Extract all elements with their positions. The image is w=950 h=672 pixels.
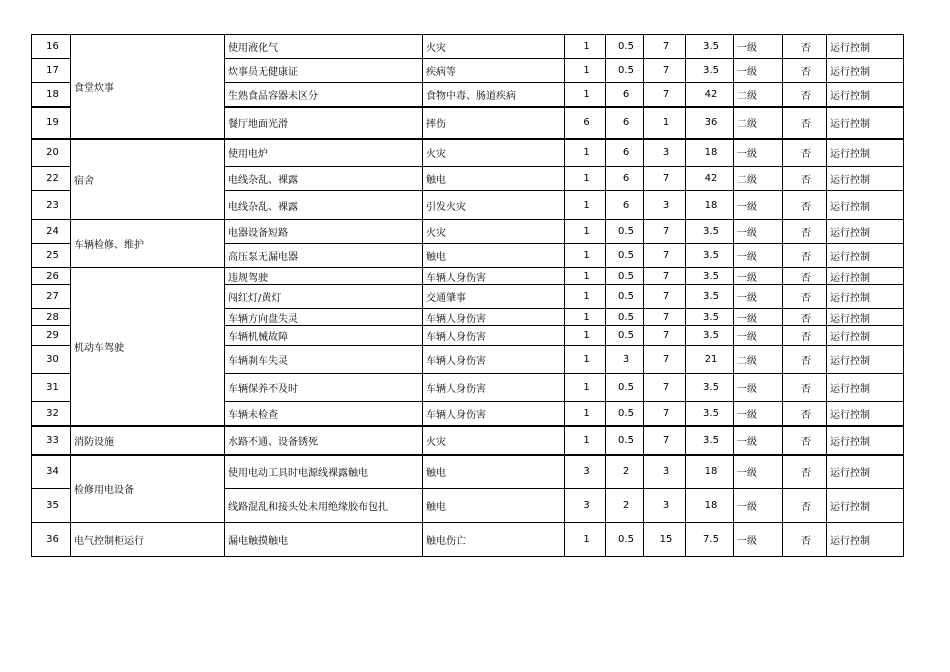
- table-row: [32, 35, 904, 59]
- consequence-cell: 7: [644, 268, 686, 285]
- accident-cell: 车辆人身伤害: [423, 326, 565, 346]
- risk-score-cell: 3.5: [686, 374, 734, 402]
- row-number: 24: [32, 220, 71, 244]
- consequence-cell: 7: [644, 309, 686, 326]
- control-measure-cell: 运行控制: [827, 374, 904, 402]
- risk-level-cell: 一级: [734, 268, 783, 285]
- table-row: [32, 426, 904, 455]
- exposure-cell: 0.5: [606, 326, 644, 346]
- major-risk-cell: 否: [783, 220, 827, 244]
- risk-score-cell: 7.5: [686, 523, 734, 557]
- risk-level-cell: 二级: [734, 346, 783, 374]
- consequence-cell: 7: [644, 285, 686, 309]
- category-cell: 检修用电设备: [71, 455, 225, 523]
- accident-cell: 车辆人身伤害: [423, 402, 565, 426]
- row-number: 27: [32, 285, 71, 309]
- risk-score-cell: 3.5: [686, 309, 734, 326]
- accident-cell: 触电: [423, 244, 565, 268]
- consequence-cell: 3: [644, 191, 686, 220]
- category-cell: 机动车驾驶: [71, 268, 225, 426]
- control-measure-cell: 运行控制: [827, 326, 904, 346]
- risk-score-cell: 18: [686, 191, 734, 220]
- risk-score-cell: 18: [686, 139, 734, 167]
- major-risk-cell: 否: [783, 59, 827, 83]
- hazard-cell: 生熟食品容器未区分: [225, 83, 423, 107]
- risk-level-cell: 一级: [734, 220, 783, 244]
- exposure-cell: 0.5: [606, 402, 644, 426]
- risk-level-cell: 一级: [734, 523, 783, 557]
- likelihood-cell: 1: [565, 244, 606, 268]
- major-risk-cell: 否: [783, 402, 827, 426]
- hazard-cell: 线路混乱和接头处未用绝缘胶布包扎: [225, 489, 423, 523]
- likelihood-cell: 1: [565, 523, 606, 557]
- exposure-cell: 0.5: [606, 268, 644, 285]
- accident-cell: 触电: [423, 489, 565, 523]
- accident-cell: 触电: [423, 167, 565, 191]
- table-row: [32, 455, 904, 489]
- category-cell: 电气控制柜运行: [71, 523, 225, 557]
- consequence-cell: 7: [644, 83, 686, 107]
- row-number: 17: [32, 59, 71, 83]
- exposure-cell: 6: [606, 167, 644, 191]
- accident-cell: 火灾: [423, 220, 565, 244]
- control-measure-cell: 运行控制: [827, 346, 904, 374]
- major-risk-cell: 否: [783, 374, 827, 402]
- major-risk-cell: 否: [783, 139, 827, 167]
- likelihood-cell: 1: [565, 426, 606, 455]
- control-measure-cell: 运行控制: [827, 426, 904, 455]
- risk-assessment-table: [31, 34, 904, 557]
- risk-score-cell: 42: [686, 83, 734, 107]
- consequence-cell: 7: [644, 346, 686, 374]
- hazard-cell: 使用液化气: [225, 35, 423, 59]
- likelihood-cell: 6: [565, 107, 606, 139]
- control-measure-cell: 运行控制: [827, 285, 904, 309]
- consequence-cell: 7: [644, 220, 686, 244]
- exposure-cell: 6: [606, 83, 644, 107]
- major-risk-cell: 否: [783, 426, 827, 455]
- hazard-cell: 车辆未检查: [225, 402, 423, 426]
- table-row: [32, 268, 904, 285]
- risk-score-cell: 21: [686, 346, 734, 374]
- risk-level-cell: 一级: [734, 139, 783, 167]
- row-number: 34: [32, 455, 71, 489]
- hazard-cell: 电器设备短路: [225, 220, 423, 244]
- risk-level-cell: 一级: [734, 455, 783, 489]
- category-cell: 宿舍: [71, 139, 225, 220]
- risk-level-cell: 一级: [734, 489, 783, 523]
- likelihood-cell: 1: [565, 191, 606, 220]
- risk-score-cell: 36: [686, 107, 734, 139]
- accident-cell: 车辆人身伤害: [423, 309, 565, 326]
- risk-score-cell: 3.5: [686, 402, 734, 426]
- row-number: 25: [32, 244, 71, 268]
- control-measure-cell: 运行控制: [827, 523, 904, 557]
- consequence-cell: 7: [644, 426, 686, 455]
- risk-score-cell: 3.5: [686, 426, 734, 455]
- consequence-cell: 7: [644, 374, 686, 402]
- control-measure-cell: 运行控制: [827, 191, 904, 220]
- exposure-cell: 0.5: [606, 35, 644, 59]
- major-risk-cell: 否: [783, 489, 827, 523]
- major-risk-cell: 否: [783, 107, 827, 139]
- consequence-cell: 15: [644, 523, 686, 557]
- risk-level-cell: 一级: [734, 191, 783, 220]
- likelihood-cell: 1: [565, 285, 606, 309]
- hazard-cell: 使用电炉: [225, 139, 423, 167]
- likelihood-cell: 1: [565, 309, 606, 326]
- accident-cell: 食物中毒、肠道疾病: [423, 83, 565, 107]
- accident-cell: 疾病等: [423, 59, 565, 83]
- risk-score-cell: 42: [686, 167, 734, 191]
- hazard-cell: 使用电动工具时电源线裸露触电: [225, 455, 423, 489]
- hazard-cell: 电线杂乱、裸露: [225, 191, 423, 220]
- hazard-cell: 违规驾驶: [225, 268, 423, 285]
- category-cell: 食堂炊事: [71, 35, 225, 139]
- hazard-cell: 车辆方向盘失灵: [225, 309, 423, 326]
- accident-cell: 车辆人身伤害: [423, 374, 565, 402]
- row-number: 22: [32, 167, 71, 191]
- row-number: 33: [32, 426, 71, 455]
- consequence-cell: 7: [644, 59, 686, 83]
- accident-cell: 火灾: [423, 139, 565, 167]
- major-risk-cell: 否: [783, 191, 827, 220]
- row-number: 16: [32, 35, 71, 59]
- risk-level-cell: 二级: [734, 167, 783, 191]
- consequence-cell: 3: [644, 489, 686, 523]
- likelihood-cell: 1: [565, 268, 606, 285]
- hazard-cell: 餐厅地面光滑: [225, 107, 423, 139]
- hazard-cell: 水路不通、设备锈死: [225, 426, 423, 455]
- table-row: [32, 220, 904, 244]
- major-risk-cell: 否: [783, 35, 827, 59]
- risk-score-cell: 18: [686, 489, 734, 523]
- exposure-cell: 0.5: [606, 523, 644, 557]
- risk-level-cell: 一级: [734, 35, 783, 59]
- control-measure-cell: 运行控制: [827, 220, 904, 244]
- risk-level-cell: 一级: [734, 309, 783, 326]
- hazard-cell: 车辆保养不及时: [225, 374, 423, 402]
- hazard-cell: 炊事员无健康证: [225, 59, 423, 83]
- likelihood-cell: 3: [565, 455, 606, 489]
- major-risk-cell: 否: [783, 455, 827, 489]
- row-number: 29: [32, 326, 71, 346]
- consequence-cell: 7: [644, 326, 686, 346]
- likelihood-cell: 1: [565, 59, 606, 83]
- risk-score-cell: 18: [686, 455, 734, 489]
- control-measure-cell: 运行控制: [827, 402, 904, 426]
- row-number: 23: [32, 191, 71, 220]
- exposure-cell: 0.5: [606, 244, 644, 268]
- hazard-cell: 高压泵无漏电器: [225, 244, 423, 268]
- control-measure-cell: 运行控制: [827, 309, 904, 326]
- table-row: [32, 523, 904, 557]
- exposure-cell: 0.5: [606, 220, 644, 244]
- likelihood-cell: 1: [565, 167, 606, 191]
- risk-level-cell: 二级: [734, 83, 783, 107]
- control-measure-cell: 运行控制: [827, 139, 904, 167]
- risk-level-cell: 一级: [734, 59, 783, 83]
- consequence-cell: 7: [644, 402, 686, 426]
- risk-score-cell: 3.5: [686, 268, 734, 285]
- exposure-cell: 0.5: [606, 374, 644, 402]
- exposure-cell: 2: [606, 489, 644, 523]
- exposure-cell: 6: [606, 139, 644, 167]
- risk-score-cell: 3.5: [686, 35, 734, 59]
- category-cell: 车辆检修、维护: [71, 220, 225, 268]
- risk-score-cell: 3.5: [686, 326, 734, 346]
- exposure-cell: 0.5: [606, 59, 644, 83]
- row-number: 35: [32, 489, 71, 523]
- control-measure-cell: 运行控制: [827, 167, 904, 191]
- accident-cell: 摔伤: [423, 107, 565, 139]
- accident-cell: 引发火灾: [423, 191, 565, 220]
- risk-score-cell: 3.5: [686, 59, 734, 83]
- hazard-cell: 车辆机械故障: [225, 326, 423, 346]
- major-risk-cell: 否: [783, 309, 827, 326]
- table-row: [32, 139, 904, 167]
- hazard-cell: 电线杂乱、裸露: [225, 167, 423, 191]
- risk-level-cell: 一级: [734, 374, 783, 402]
- exposure-cell: 0.5: [606, 285, 644, 309]
- hazard-cell: 闯红灯/黄灯: [225, 285, 423, 309]
- exposure-cell: 0.5: [606, 309, 644, 326]
- exposure-cell: 3: [606, 346, 644, 374]
- accident-cell: 火灾: [423, 426, 565, 455]
- major-risk-cell: 否: [783, 268, 827, 285]
- row-number: 19: [32, 107, 71, 139]
- major-risk-cell: 否: [783, 83, 827, 107]
- major-risk-cell: 否: [783, 244, 827, 268]
- risk-level-cell: 一级: [734, 285, 783, 309]
- accident-cell: 车辆人身伤害: [423, 268, 565, 285]
- likelihood-cell: 1: [565, 326, 606, 346]
- control-measure-cell: 运行控制: [827, 83, 904, 107]
- row-number: 20: [32, 139, 71, 167]
- category-cell: 消防设施: [71, 426, 225, 455]
- row-number: 36: [32, 523, 71, 557]
- likelihood-cell: 1: [565, 83, 606, 107]
- control-measure-cell: 运行控制: [827, 244, 904, 268]
- consequence-cell: 7: [644, 167, 686, 191]
- risk-level-cell: 一级: [734, 426, 783, 455]
- likelihood-cell: 3: [565, 489, 606, 523]
- accident-cell: 车辆人身伤害: [423, 346, 565, 374]
- control-measure-cell: 运行控制: [827, 489, 904, 523]
- risk-level-cell: 二级: [734, 107, 783, 139]
- row-number: 26: [32, 268, 71, 285]
- exposure-cell: 6: [606, 191, 644, 220]
- major-risk-cell: 否: [783, 523, 827, 557]
- consequence-cell: 7: [644, 244, 686, 268]
- likelihood-cell: 1: [565, 139, 606, 167]
- major-risk-cell: 否: [783, 326, 827, 346]
- row-number: 31: [32, 374, 71, 402]
- risk-level-cell: 一级: [734, 326, 783, 346]
- likelihood-cell: 1: [565, 374, 606, 402]
- major-risk-cell: 否: [783, 346, 827, 374]
- accident-cell: 触电: [423, 455, 565, 489]
- accident-cell: 交通肇事: [423, 285, 565, 309]
- hazard-cell: 漏电触摸触电: [225, 523, 423, 557]
- row-number: 30: [32, 346, 71, 374]
- major-risk-cell: 否: [783, 285, 827, 309]
- likelihood-cell: 1: [565, 402, 606, 426]
- row-number: 32: [32, 402, 71, 426]
- risk-score-cell: 3.5: [686, 285, 734, 309]
- row-number: 28: [32, 309, 71, 326]
- exposure-cell: 0.5: [606, 426, 644, 455]
- exposure-cell: 2: [606, 455, 644, 489]
- hazard-cell: 车辆刹车失灵: [225, 346, 423, 374]
- consequence-cell: 3: [644, 455, 686, 489]
- control-measure-cell: 运行控制: [827, 107, 904, 139]
- consequence-cell: 3: [644, 139, 686, 167]
- control-measure-cell: 运行控制: [827, 268, 904, 285]
- likelihood-cell: 1: [565, 35, 606, 59]
- major-risk-cell: 否: [783, 167, 827, 191]
- consequence-cell: 7: [644, 35, 686, 59]
- risk-score-cell: 3.5: [686, 244, 734, 268]
- control-measure-cell: 运行控制: [827, 35, 904, 59]
- exposure-cell: 6: [606, 107, 644, 139]
- accident-cell: 触电伤亡: [423, 523, 565, 557]
- risk-score-cell: 3.5: [686, 220, 734, 244]
- consequence-cell: 1: [644, 107, 686, 139]
- control-measure-cell: 运行控制: [827, 455, 904, 489]
- likelihood-cell: 1: [565, 220, 606, 244]
- risk-level-cell: 一级: [734, 244, 783, 268]
- accident-cell: 火灾: [423, 35, 565, 59]
- row-number: 18: [32, 83, 71, 107]
- risk-level-cell: 一级: [734, 402, 783, 426]
- control-measure-cell: 运行控制: [827, 59, 904, 83]
- table-body: [32, 35, 904, 557]
- likelihood-cell: 1: [565, 346, 606, 374]
